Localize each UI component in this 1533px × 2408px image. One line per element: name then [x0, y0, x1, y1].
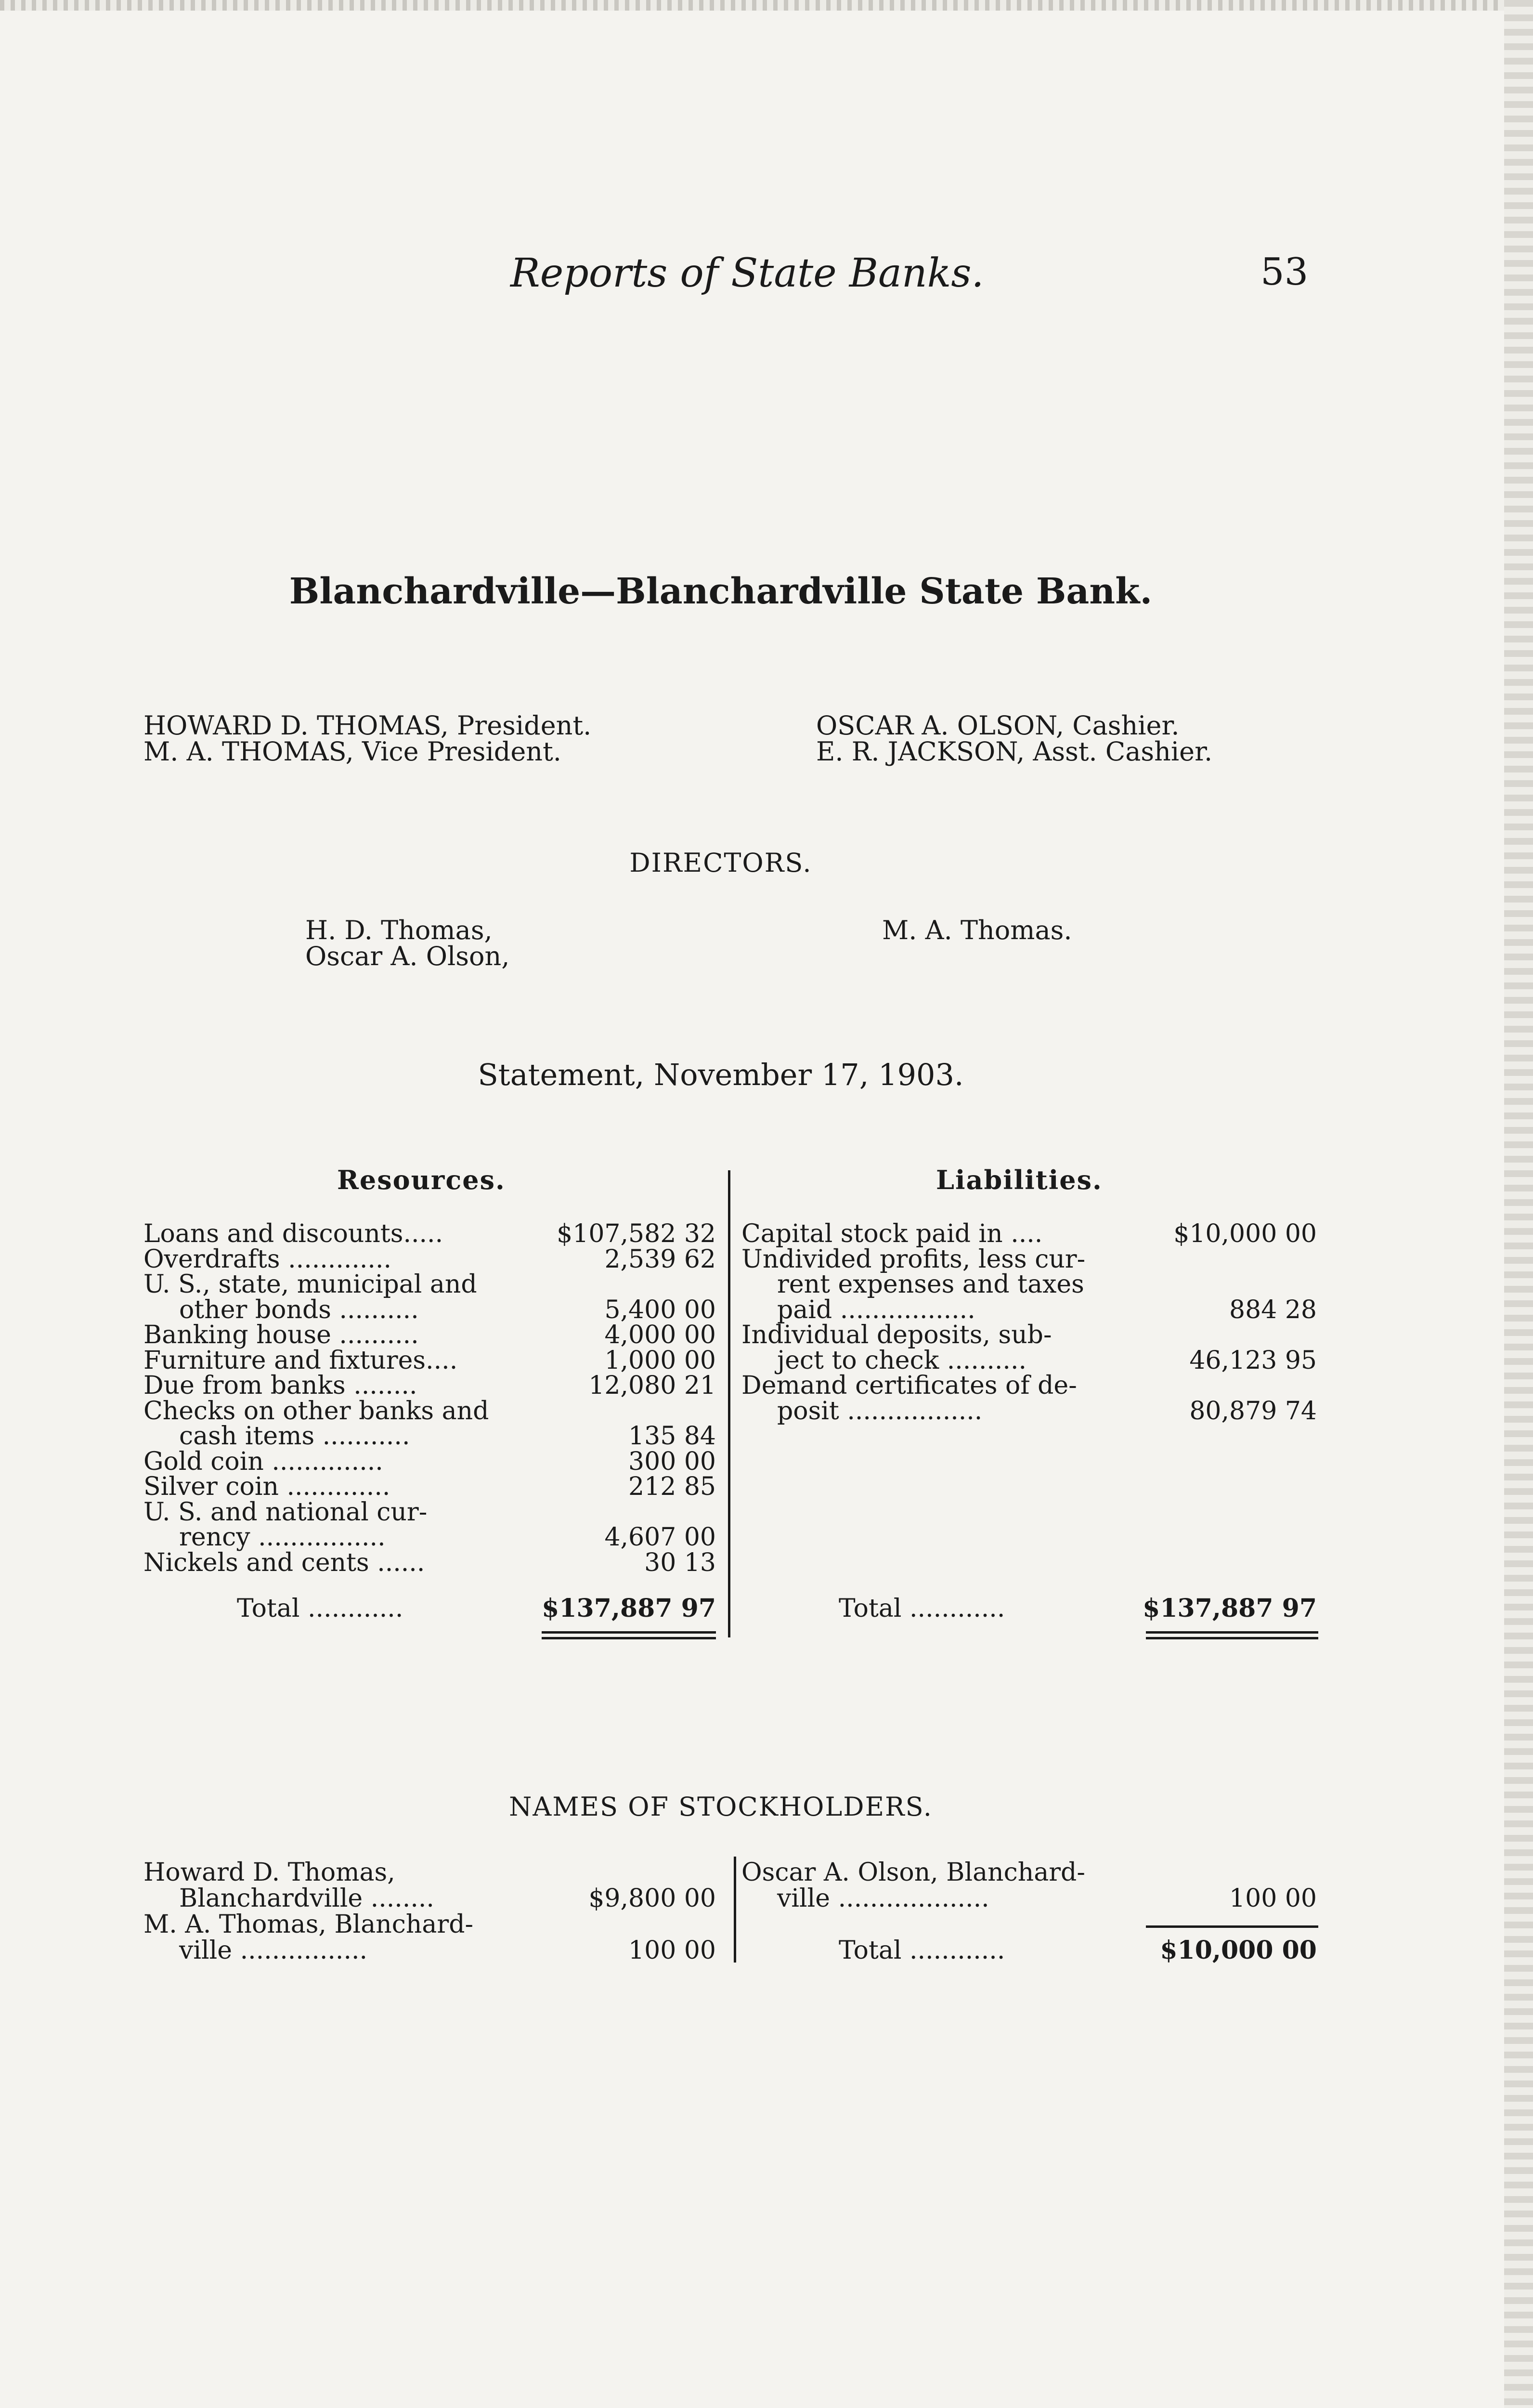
resource-row-label: U. S. and national cur-	[143, 1497, 428, 1527]
resource-row-amount: 300 00	[628, 1447, 716, 1476]
stockholder-row-amount: 100 00	[628, 1936, 716, 1965]
resource-row-label: rency ................	[179, 1523, 386, 1552]
running-header: Reports of State Banks.	[510, 250, 984, 296]
resource-row-amount: 12,080 21	[588, 1371, 716, 1400]
officer-vice-president: M. A. THOMAS, Vice President.	[143, 736, 561, 767]
total-double-rule	[1146, 1631, 1318, 1634]
resource-row-label: Checks on other banks and	[143, 1396, 489, 1426]
resource-row-label: Due from banks ........	[143, 1371, 417, 1400]
stockholder-row-amount: 100 00	[1229, 1884, 1317, 1913]
liability-row-amount: 884 28	[1229, 1295, 1317, 1324]
liabilities-total-label: Total ............	[839, 1594, 1005, 1623]
liability-row-label: posit .................	[777, 1396, 983, 1426]
liability-row-label: Capital stock paid in ....	[741, 1219, 1043, 1248]
liability-row-amount: $10,000 00	[1173, 1219, 1317, 1248]
resource-row-label: Overdrafts .............	[143, 1244, 392, 1274]
stockholders-divider	[734, 1857, 736, 1963]
resource-row-label: other bonds ..........	[179, 1295, 419, 1324]
resource-row-label: Nickels and cents ......	[143, 1548, 425, 1577]
stockholder-row-amount: $9,800 00	[588, 1884, 716, 1913]
director-name: M. A. Thomas.	[882, 915, 1072, 945]
stockholder-row-label: Blanchardville ........	[179, 1884, 434, 1913]
stockholder-row-label: Howard D. Thomas,	[143, 1858, 395, 1887]
resource-row-label: Silver coin .............	[143, 1472, 390, 1501]
page-number: 53	[1260, 250, 1309, 294]
liability-row-label: paid .................	[777, 1295, 975, 1324]
stockholders-total-label: Total ............	[839, 1936, 1005, 1965]
liability-row-amount: 80,879 74	[1189, 1396, 1317, 1426]
liability-row-label: ject to check ..........	[777, 1346, 1027, 1375]
total-double-rule	[542, 1637, 716, 1639]
liabilities-heading: Liabilities.	[936, 1165, 1103, 1195]
resource-row-amount: 212 85	[628, 1472, 716, 1501]
total-double-rule	[542, 1631, 716, 1634]
resource-row-label: Gold coin ..............	[143, 1447, 383, 1476]
resource-row-label: cash items ...........	[179, 1422, 410, 1451]
liability-row-label: Demand certificates of de-	[741, 1371, 1077, 1400]
statement-title: Statement, November 17, 1903.	[478, 1057, 964, 1092]
liability-row-label: Individual deposits, sub-	[741, 1321, 1052, 1349]
resource-row-amount: $107,582 32	[557, 1219, 716, 1248]
scan-top-edge	[0, 0, 1533, 11]
column-divider	[728, 1170, 730, 1637]
resource-row-amount: 30 13	[644, 1548, 716, 1577]
resource-row-amount: 4,000 00	[604, 1321, 716, 1349]
scan-right-edge	[1504, 0, 1533, 2408]
resource-row-label: Banking house ..........	[143, 1321, 419, 1349]
director-name: H. D. Thomas,	[305, 915, 493, 945]
officer-cashier: OSCAR A. OLSON, Cashier.	[816, 710, 1180, 741]
bank-title: Blanchardville—Blanchardville State Bank.	[289, 571, 1153, 612]
officer-president: HOWARD D. THOMAS, President.	[143, 710, 592, 741]
resource-row-label: U. S., state, municipal and	[143, 1270, 477, 1299]
resources-total-label: Total ............	[237, 1594, 403, 1623]
resource-row-amount: 135 84	[628, 1422, 716, 1451]
resource-row-amount: 4,607 00	[604, 1523, 716, 1552]
stockholders-total-amount: $10,000 00	[1160, 1936, 1317, 1965]
stockholder-row-label: Oscar A. Olson, Blanchard-	[741, 1858, 1085, 1887]
resource-row-amount: 1,000 00	[604, 1346, 716, 1375]
resource-row-label: Furniture and fixtures....	[143, 1346, 458, 1375]
stockholder-row-label: ville ...................	[777, 1884, 989, 1913]
resource-row-amount: 5,400 00	[604, 1295, 716, 1324]
resources-heading: Resources.	[337, 1165, 506, 1195]
stockholder-row-label: M. A. Thomas, Blanchard-	[143, 1910, 474, 1939]
stockholder-row-label: ville ................	[179, 1936, 368, 1965]
total-double-rule	[1146, 1637, 1318, 1639]
officer-asst-cashier: E. R. JACKSON, Asst. Cashier.	[816, 736, 1213, 767]
total-rule	[1146, 1925, 1318, 1928]
liabilities-total-amount: $137,887 97	[1143, 1594, 1317, 1623]
resource-row-amount: 2,539 62	[604, 1244, 716, 1274]
resources-total-amount: $137,887 97	[542, 1594, 716, 1623]
stockholders-heading: NAMES OF STOCKHOLDERS.	[509, 1792, 933, 1822]
liability-row-amount: 46,123 95	[1189, 1346, 1317, 1375]
resource-row-label: Loans and discounts.....	[143, 1219, 443, 1248]
director-name: Oscar A. Olson,	[305, 941, 510, 971]
liability-row-label: Undivided profits, less cur-	[741, 1244, 1086, 1274]
directors-heading: DIRECTORS.	[629, 848, 812, 878]
liability-row-label: rent expenses and taxes	[777, 1270, 1084, 1299]
